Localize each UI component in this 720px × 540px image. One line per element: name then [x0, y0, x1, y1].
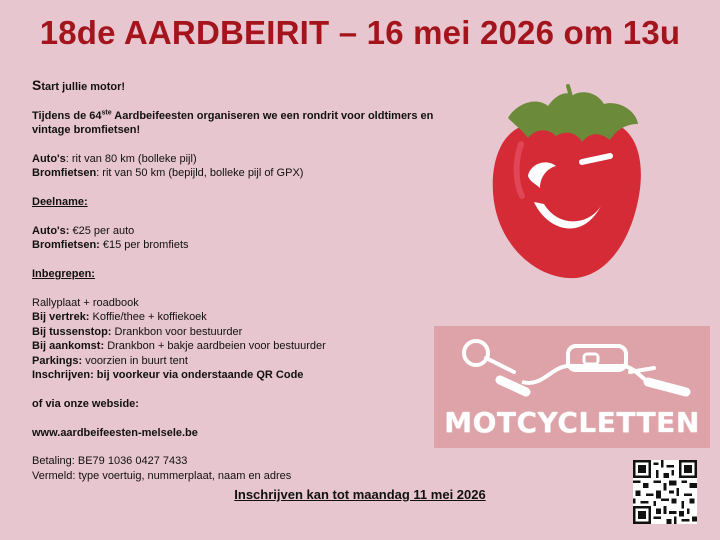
vermeld-line: Vermeld: type voertuig, nummerplaat, naam en adres	[32, 469, 292, 482]
intro-line: Tijdens de 64ste Aardbeifeesten organiseren we een rondrit voor oldtimers en vintage bromfietsen!	[32, 109, 434, 137]
flyer-body	[32, 78, 472, 483]
deelname-heading: Deelname:	[32, 196, 88, 209]
page-title: 18de AARDBEIRIT – 16 mei 2026 om 13u	[39, 14, 681, 51]
included-aankomst: Bij aankomst: Drankbon + bakje aardbeien voor bestuurder	[32, 340, 326, 353]
included-vertrek: Bij vertrek: Koffie/thee + koffiekoek	[32, 311, 207, 324]
price-autos: Auto's: €25 per auto	[32, 225, 135, 237]
qr-code[interactable]	[633, 460, 697, 524]
strawberry-icon	[486, 84, 656, 284]
sponsor-logo-text: MOTCYCLETTEN	[444, 406, 700, 439]
price-bromfietsen: Bromfietsen: €15 per bromfiets	[32, 239, 189, 252]
included-parkings: Parkings: voorzien in buurt tent	[32, 354, 188, 367]
handlebar-icon	[434, 326, 710, 406]
included-rally: Rallyplaat + roadbook	[32, 297, 139, 309]
route-bromfietsen: Bromfietsen: rit van 50 km (bepijld, bolleke pijl of GPX)	[32, 167, 304, 180]
included-inschrijven: Inschrijven: bij voorkeur via onderstaande QR Code	[32, 369, 304, 382]
betaling-line: Betaling: BE79 1036 0427 7433	[32, 455, 188, 468]
sponsor-logo	[434, 326, 710, 448]
start-line: Start jullie motor!	[32, 77, 126, 93]
webside-label: of via onze webside:	[32, 397, 139, 410]
website-link[interactable]: www.aardbeifeesten-melsele.be	[32, 426, 198, 439]
included-tussenstop: Bij tussenstop: Drankbon voor bestuurder	[32, 325, 243, 338]
route-autos: Auto's: rit van 80 km (bolleke pijl)	[32, 153, 197, 165]
deadline-text: Inschrijven kan tot maandag 11 mei 2026	[234, 487, 486, 502]
inbegrepen-heading: Inbegrepen:	[32, 268, 95, 281]
